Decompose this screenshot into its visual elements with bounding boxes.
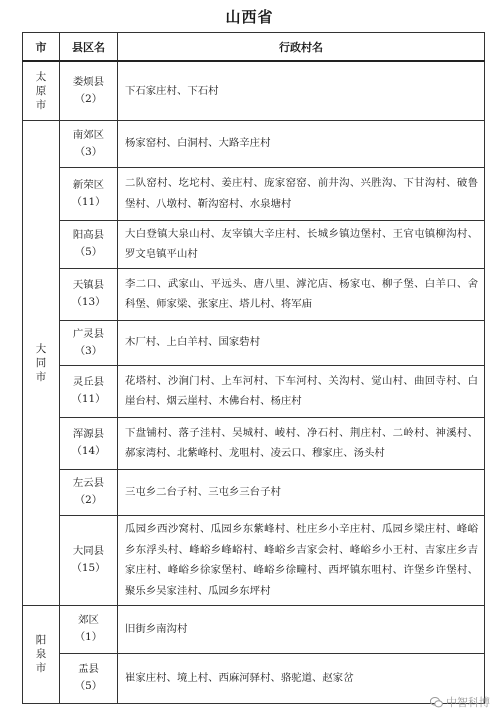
county-cell: 大同县 （15） (60, 515, 118, 605)
villages-cell: 李二口、武家山、平远头、唐八里、滹沱店、杨家屯、柳子堡、白羊口、舍科堡、师家梁、张家庄、塔儿村、将军庙 (118, 268, 485, 320)
watermark (430, 694, 490, 710)
header-villages: 行政村名 (118, 33, 485, 62)
county-cell: 灵丘县 （11） (60, 365, 118, 417)
table-row (23, 61, 485, 120)
villages-cell: 下石家庄村、下石村 (118, 61, 485, 120)
table-row (23, 653, 485, 703)
villages-cell: 花塔村、沙涧门村、上车河村、下车河村、关沟村、觉山村、曲回寺村、白崖台村、烟云崖村、木佛台村、杨庄村 (118, 365, 485, 417)
county-cell: 天镇县 （13） (60, 268, 118, 320)
villages-cell: 三屯乡二台子村、三屯乡三台子村 (118, 469, 485, 515)
villages-cell: 下盘铺村、落子洼村、吴城村、崚村、净石村、荆庄村、二岭村、神溪村、郝家湾村、北紫峰村、龙咀村、凌云口、穆家庄、汤头村 (118, 417, 485, 469)
table-row (23, 268, 485, 320)
city-cell: 阳泉市 (23, 605, 60, 703)
village-table (22, 32, 485, 704)
county-cell: 盂县 （5） (60, 653, 118, 703)
county-cell: 新荣区 （11） (60, 167, 118, 220)
header-city: 市 (23, 33, 60, 62)
table-row (23, 417, 485, 469)
villages-cell: 杨家窑村、白洞村、大路辛庄村 (118, 120, 485, 167)
county-cell: 阳高县 （5） (60, 220, 118, 268)
watermark-text: 中智科博 (446, 696, 490, 709)
villages-cell: 瓜园乡西沙窝村、瓜园乡东紫峰村、杜庄乡小辛庄村、瓜园乡梁庄村、峰峪乡东浮头村、峰峪乡峰峪村、峰峪乡吉家会村、峰峪乡小王村、吉家庄乡吉家庄村、峰峪乡徐家堡村、峰峪乡徐疃村、西坪镇东咀村、许堡乡许堡村、聚乐乡吴家洼村、瓜园乡东坪村 (118, 515, 485, 605)
wechat-icon (430, 697, 443, 708)
villages-cell: 大白登镇大泉山村、友宰镇大辛庄村、长城乡镇边堡村、王官屯镇柳沟村、罗文皂镇平山村 (118, 220, 485, 268)
table-header-row (23, 33, 485, 62)
city-cell: 大同市 (23, 120, 60, 605)
table-row (23, 120, 485, 167)
table-row (23, 167, 485, 220)
table-row (23, 320, 485, 365)
county-cell: 娄烦县 （2） (60, 61, 118, 120)
table-row (23, 605, 485, 653)
villages-cell: 崔家庄村、境上村、西麻河驿村、骆驼道、赵家岔 (118, 653, 485, 703)
county-cell: 浑源县 （14） (60, 417, 118, 469)
table-row (23, 469, 485, 515)
villages-cell: 旧街乡南沟村 (118, 605, 485, 653)
county-cell: 南郊区 （3） (60, 120, 118, 167)
county-cell: 郊区 （1） (60, 605, 118, 653)
villages-cell: 木厂村、上白羊村、国家砦村 (118, 320, 485, 365)
table-row (23, 515, 485, 605)
table-row (23, 365, 485, 417)
villages-cell: 二队窑村、圪坨村、姜庄村、庞家窑窑、前井沟、兴胜沟、下甘沟村、破鲁堡村、八墩村、靳沟窑村、水泉塘村 (118, 167, 485, 220)
city-cell: 太原市 (23, 61, 60, 120)
table-row (23, 220, 485, 268)
county-cell: 广灵县 （3） (60, 320, 118, 365)
header-county: 县区名 (60, 33, 118, 62)
page-title: 山西省 (225, 8, 274, 26)
county-cell: 左云县 （2） (60, 469, 118, 515)
